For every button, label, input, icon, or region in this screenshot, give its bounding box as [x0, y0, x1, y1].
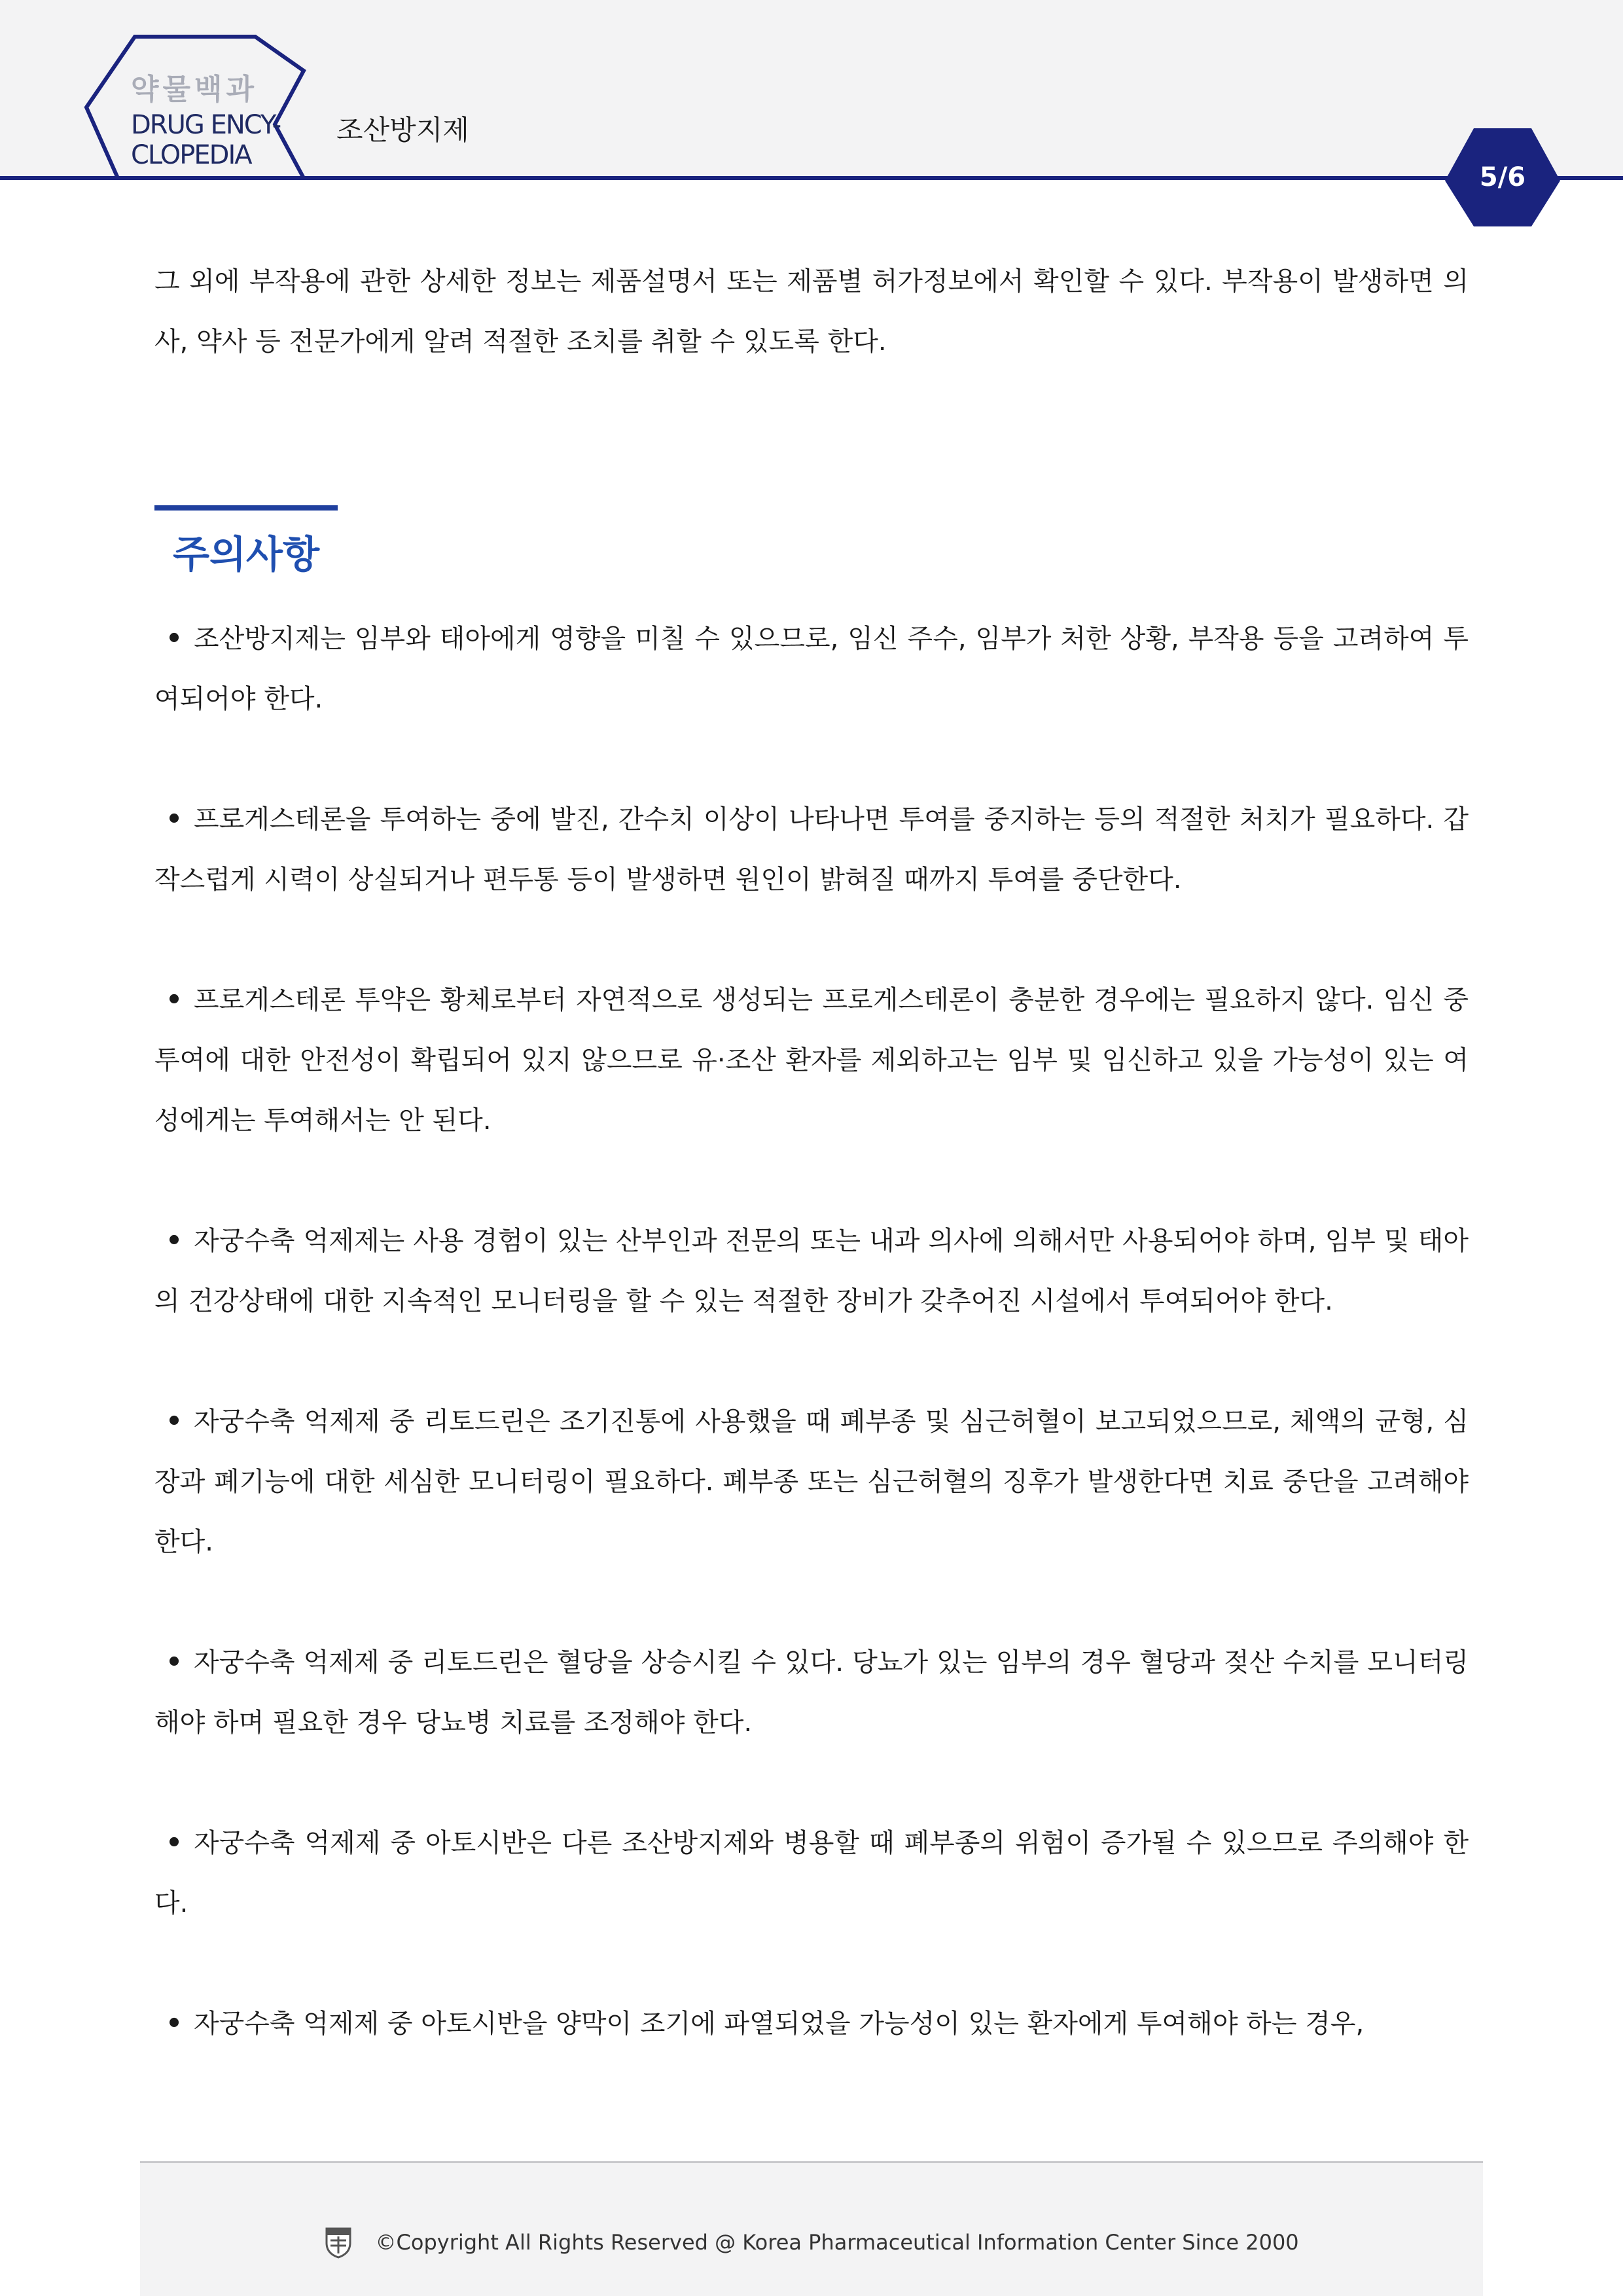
caution-item	[154, 789, 1469, 910]
caution-text: 자궁수축 억제제는 사용 경험이 있는 산부인과 전문의 또는 내과 의사에 의해서만 사용되어야 하며, 임부 및 태아의 건강상태에 대한 지속적인 모니터링을 할 수 있는 적절한 장비가 갖추어진 시설에서 투여되어야 한다.	[154, 1226, 1469, 1316]
intro-paragraph: 그 외에 부작용에 관한 상세한 정보는 제품설명서 또는 제품별 허가정보에서 확인할 수 있다. 부작용이 발생하면 의사, 약사 등 전문가에게 알려 적절한 조치를 취할 수 있도록 한다.	[154, 266, 1469, 357]
caution-text: 프로게스테론을 투여하는 중에 발진, 간수치 이상이 나타나면 투여를 중지하는 등의 적절한 처치가 필요하다. 갑작스럽게 시력이 상실되거나 편두통 등이 발생하면 원인이 밝혀질 때까지 투여를 중단한다.	[154, 804, 1469, 895]
page-number: 5/6	[1479, 162, 1526, 192]
footer	[140, 2161, 1483, 2296]
logo-english-line1: DRUG ENCY-	[131, 110, 281, 140]
bullet-icon: •	[166, 804, 183, 834]
bullet-icon: •	[166, 985, 183, 1015]
bullet-icon: •	[166, 1647, 183, 1677]
logo-korean: 약물백과	[131, 73, 259, 106]
caution-text: 조산방지제는 임부와 태아에게 영향을 미칠 수 있으므로, 임신 주수, 임부가 처한 상황, 부작용 등을 고려하여 투여되어야 한다.	[154, 624, 1469, 714]
caution-item	[154, 609, 1469, 729]
caution-text: 자궁수축 억제제 중 아토시반을 양막이 조기에 파열되었을 가능성이 있는 환자에게 투여해야 하는 경우,	[194, 2009, 1364, 2039]
caution-item	[154, 1813, 1469, 1933]
shield-emblem-icon	[324, 2226, 353, 2259]
bullet-icon: •	[166, 1407, 183, 1437]
logo-english-line2: CLOPEDIA	[131, 140, 251, 170]
caution-item	[154, 1391, 1469, 1572]
bullet-icon: •	[166, 1226, 183, 1256]
caution-item	[154, 1994, 1469, 2054]
bullet-icon: •	[166, 624, 183, 654]
document-title: 조산방지제	[336, 114, 469, 146]
bullet-icon: •	[166, 2009, 183, 2039]
caution-text: 자궁수축 억제제 중 리토드린은 혈당을 상승시킬 수 있다. 당뇨가 있는 임부의 경우 혈당과 젖산 수치를 모니터링해야 하며 필요한 경우 당뇨병 치료를 조정해야 한다.	[154, 1647, 1469, 1738]
section-title: 주의사항	[173, 532, 320, 577]
caution-item	[154, 1632, 1469, 1753]
footer-content	[140, 2226, 1483, 2259]
caution-text: 프로게스테론 투약은 황체로부터 자연적으로 생성되는 프로게스테론이 충분한 경우에는 필요하지 않다. 임신 중 투여에 대한 안전성이 확립되어 있지 않으므로 유·조산 환자를 제외하고는 임부 및 임신하고 있을 가능성이 있는 여성에게는 투여해서는 안 된다.	[154, 985, 1469, 1136]
section-title-rule	[154, 505, 338, 511]
caution-text: 자궁수축 억제제 중 리토드린은 조기진통에 사용했을 때 폐부종 및 심근허혈이 보고되었으므로, 체액의 균형, 심장과 폐기능에 대한 세심한 모니터링이 필요하다. 폐부종 또는 심근허혈의 징후가 발생한다면 치료 중단을 고려해야 한다.	[154, 1407, 1469, 1557]
bullet-icon: •	[166, 1828, 183, 1858]
caution-item	[154, 970, 1469, 1151]
caution-list	[154, 609, 1469, 2054]
caution-text: 자궁수축 억제제 중 아토시반은 다른 조산방지제와 병용할 때 폐부종의 위험이 증가될 수 있으므로 주의해야 한다.	[154, 1828, 1469, 1918]
copyright-text: ©Copyright All Rights Reserved @ Korea Pharmaceutical Information Center Since 2000	[375, 2230, 1299, 2255]
caution-item	[154, 1211, 1469, 1331]
